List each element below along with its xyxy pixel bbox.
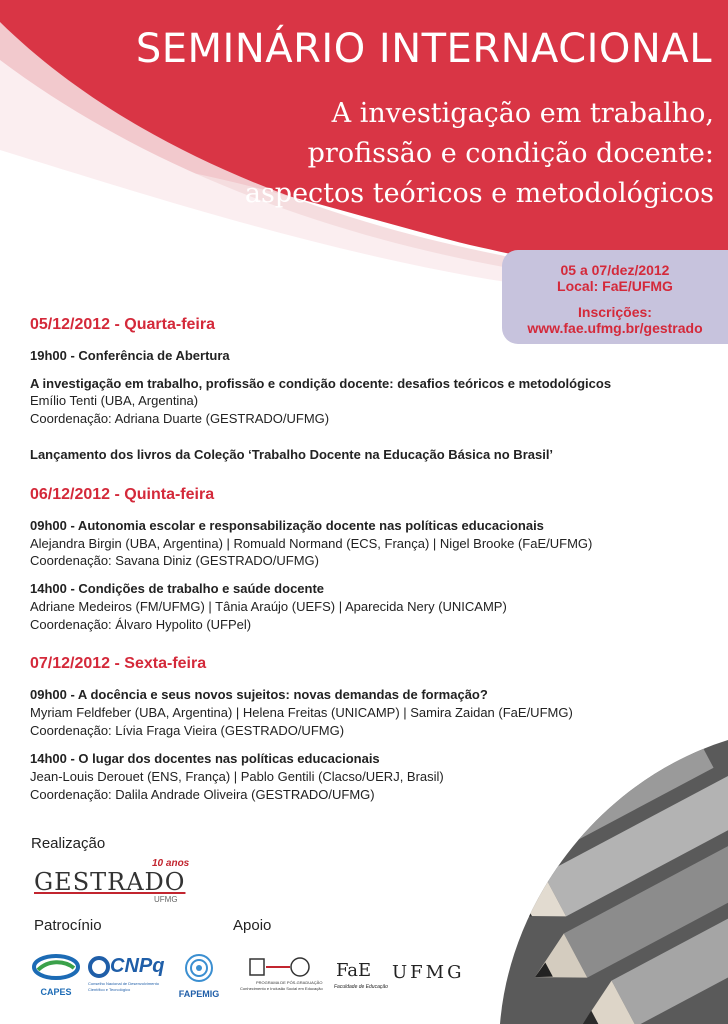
day-heading-1: 05/12/2012 - Quarta-feira	[30, 316, 215, 333]
patrocinio-label: Patrocínio	[34, 917, 102, 934]
session-title: 14h00 - O lugar dos docentes nas políticas educacionais	[30, 751, 380, 766]
info-box	[502, 250, 728, 344]
capes-label: CAPES	[40, 987, 72, 997]
speakers: Myriam Feldfeber (UBA, Argentina) | Helena Freitas (UNICAMP) | Samira Zaidan (FaE/UFMG)	[30, 705, 573, 720]
capes-logo	[32, 952, 80, 998]
speakers: Adriane Medeiros (FM/UFMG) | Tânia Araújo (UEFS) | Aparecida Nery (UNICAMP)	[30, 599, 507, 614]
fapemig-logo	[176, 952, 222, 1000]
speakers: Emílio Tenti (UBA, Argentina)	[30, 393, 199, 408]
fae-sub: Faculdade de Educação	[334, 984, 388, 990]
session-title: 14h00 - Condições de trabalho e saúde docente	[30, 581, 325, 596]
posgraduacao-logo	[240, 955, 324, 995]
coordination: Coordenação: Savana Diniz (GESTRADO/UFMG)	[30, 553, 319, 568]
registration-url[interactable]: www.fae.ufmg.br/gestrado	[527, 320, 703, 336]
ufmg-logo: UFMG	[392, 962, 465, 983]
session-title: 09h00 - A docência e seus novos sujeitos: novas demandas de formação?	[30, 687, 488, 702]
coordination: Coordenação: Dalila Andrade Oliveira (GESTRADO/UFMG)	[30, 787, 375, 802]
session-title: 19h00 - Conferência de Abertura	[30, 348, 230, 363]
cnpq-sub-1: Conselho Nacional de Desenvolvimento	[88, 981, 159, 986]
cnpq-sub-2: Científico e Tecnológico	[88, 987, 131, 992]
speakers: Jean-Louis Derouet (ENS, França) | Pablo Gentili (Clacso/UERJ, Brasil)	[30, 769, 444, 784]
event-dates: 05 a 07/dez/2012	[560, 262, 670, 278]
gestrado-anniversary: 10 anos	[152, 858, 190, 869]
seminar-title: SEMINÁRIO INTERNACIONAL	[135, 26, 712, 72]
day-heading-3: 07/12/2012 - Sexta-feira	[30, 655, 207, 672]
coordination: Coordenação: Adriana Duarte (GESTRADO/UFMG)	[30, 411, 330, 426]
subtitle-line-2: profissão e condição docente:	[307, 138, 714, 169]
subtitle-line-3: aspectos teóricos e metodológicos	[244, 178, 714, 209]
gestrado-sub: UFMG	[154, 895, 178, 904]
gestrado-name: GESTRADO	[34, 868, 186, 896]
cnpq-emblem	[88, 955, 110, 979]
fae-name: FaE	[336, 960, 372, 981]
book-launch: Lançamento dos livros da Coleção ‘Trabalho Docente na Educação Básica no Brasil’	[30, 447, 554, 462]
apoio-label: Apoio	[233, 917, 272, 934]
capes-emblem	[32, 952, 80, 982]
day-heading-2: 06/12/2012 - Quinta-feira	[30, 486, 215, 503]
session-title: 09h00 - Autonomia escolar e responsabilização docente nas políticas educacionais	[30, 518, 544, 533]
coordination: Coordenação: Lívia Fraga Vieira (GESTRADO/UFMG)	[30, 723, 345, 738]
fae-logo	[334, 960, 390, 996]
speakers: Alejandra Birgin (UBA, Argentina) | Romuald Normand (ECS, França) | Nigel Brooke (FaE/UFMG)	[30, 536, 593, 551]
realizacao-label: Realização	[31, 835, 106, 852]
posgraduacao-line-1: PROGRAMA DE PÓS-GRADUAÇÃO	[256, 980, 323, 985]
subtitle-line-1: A investigação em trabalho,	[331, 98, 714, 129]
fapemig-emblem	[176, 952, 222, 984]
event-location: Local: FaE/UFMG	[557, 278, 673, 294]
posgraduacao-line-2: Conhecimento e Inclusão Social em Educação	[240, 986, 323, 991]
coordination: Coordenação: Álvaro Hypolito (UFPel)	[30, 617, 252, 632]
posgraduacao-emblem	[246, 955, 316, 979]
session-title: A investigação em trabalho, profissão e condição docente: desafios teóricos e metodológicos	[30, 376, 612, 391]
fapemig-label: FAPEMIG	[178, 989, 220, 999]
pencils-image	[500, 740, 728, 1024]
gestrado-logo	[34, 858, 214, 904]
registration-label: Inscrições:	[578, 304, 652, 320]
cnpq-logo	[88, 955, 178, 1001]
cnpq-name: CNPq	[110, 955, 165, 977]
